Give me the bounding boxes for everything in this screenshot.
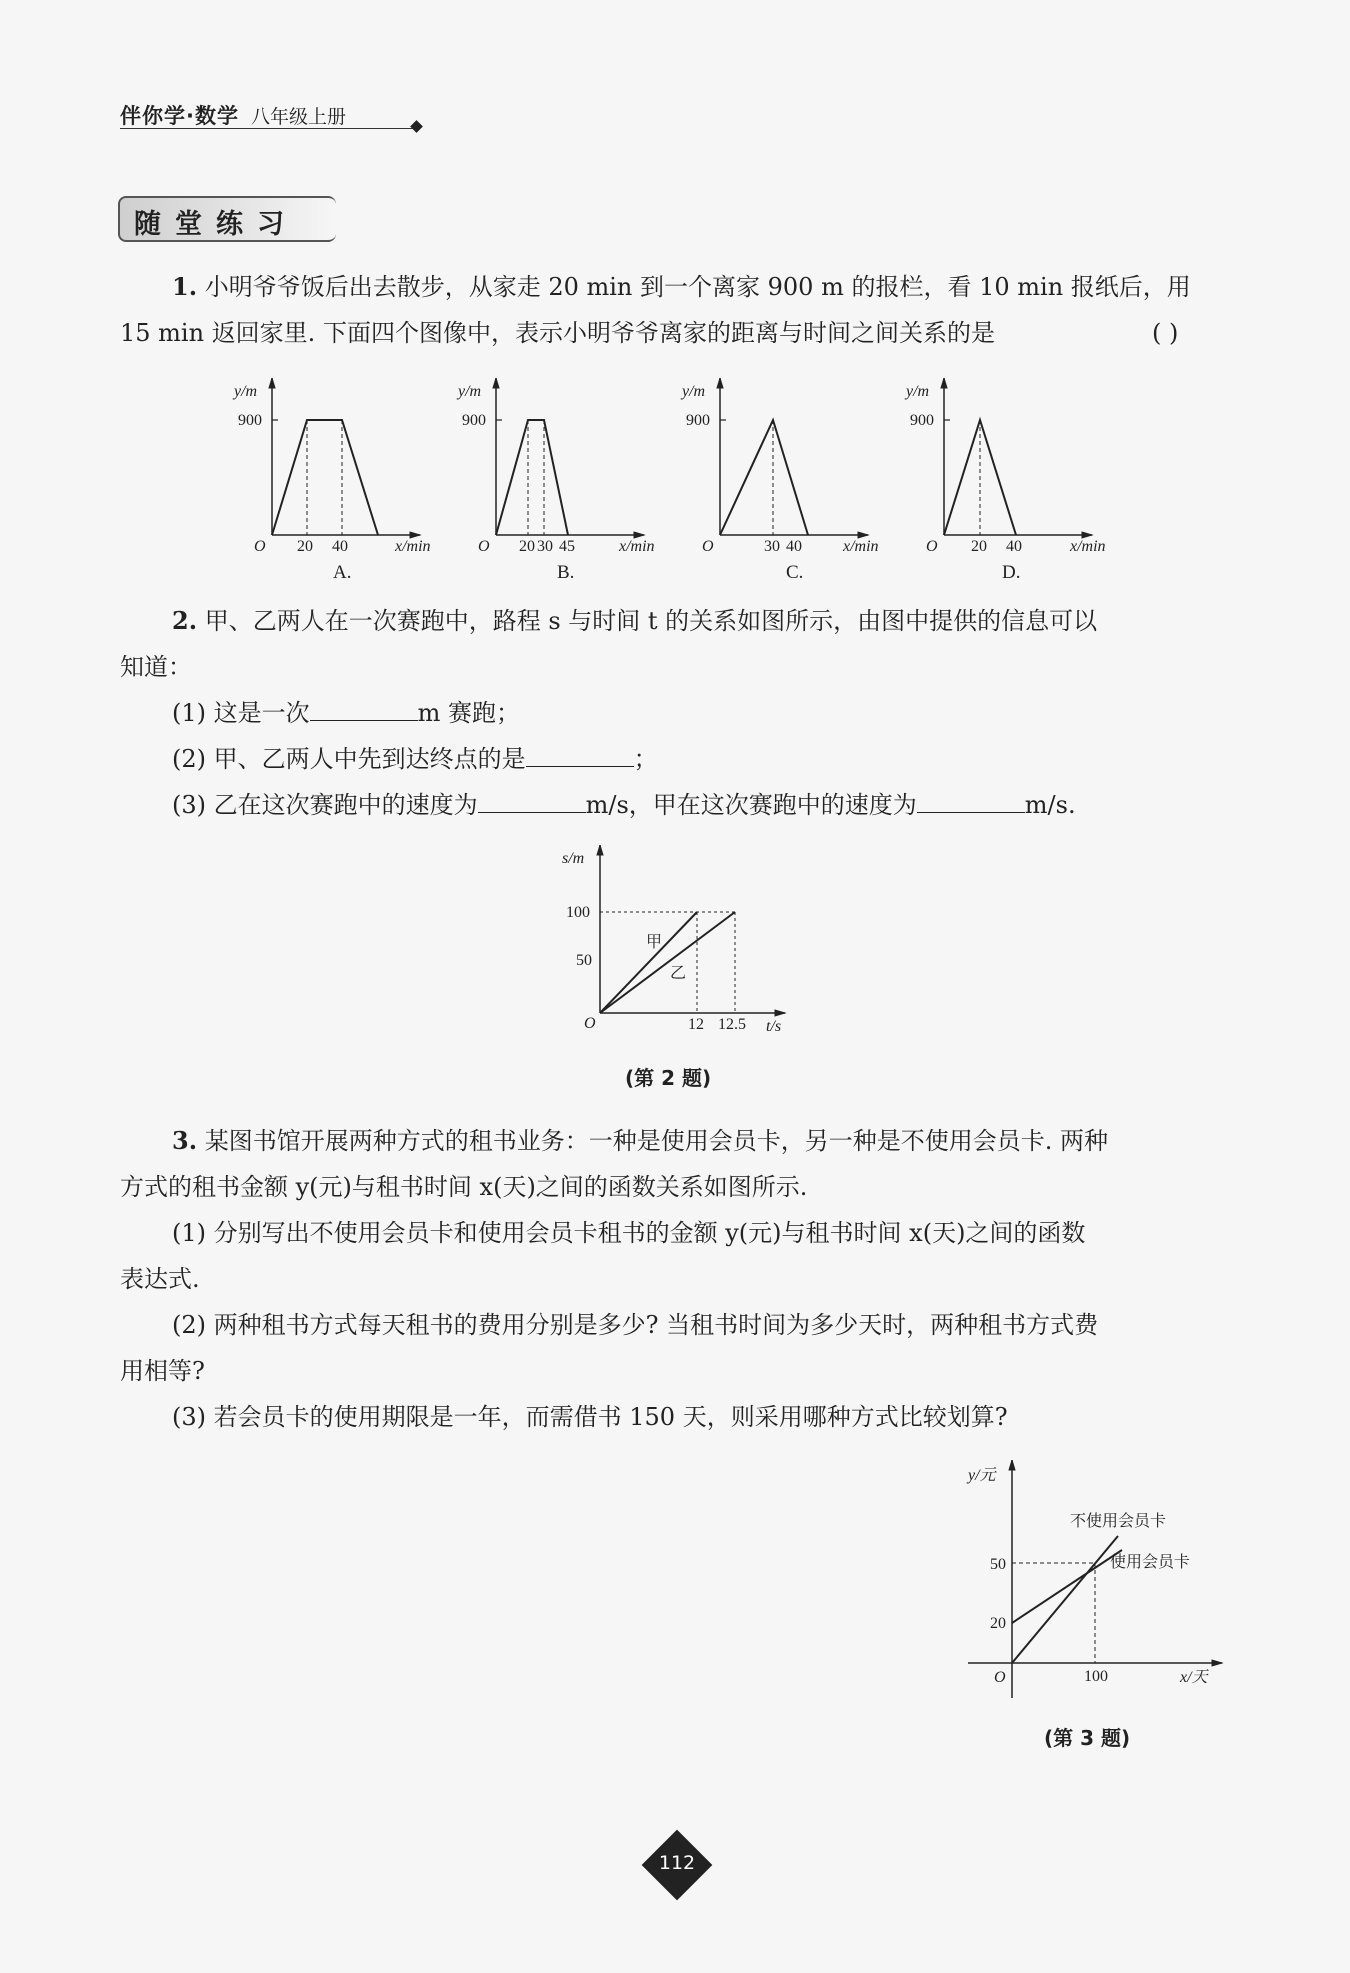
option-label: A. [333,562,352,583]
q2-sub2 [172,736,658,782]
option-label: B. [557,562,575,583]
option-label: D. [1002,562,1021,583]
x-label: x/天 [1180,1669,1208,1686]
x-tick: 12 [688,1016,704,1033]
q1-graph-c [668,378,898,588]
x-label: x/min [843,538,879,555]
x-tick: 30 [537,538,553,555]
q2-text1: 甲、乙两人在一次赛跑中，路程 s 与时间 t 的关系如图所示，由图中提供的信息可以 [204,607,1098,635]
q3-sub3: (3) 若会员卡的使用期限是一年，而需借书 150 天，则采用哪种方式比较划算? [172,1403,1008,1431]
header-diamond-icon [410,120,423,133]
x-tick: 20 [519,538,535,555]
q3-sub1-cont: 表达式. [120,1265,200,1293]
q2-caption: (第 2 题) [625,1066,712,1090]
q3-number: 3. [172,1126,198,1155]
origin-label: O [926,538,938,555]
q2-sub1 [172,690,520,736]
origin-label: O [254,538,266,555]
origin-label: O [478,538,490,555]
series-line-yi [600,912,735,1013]
x-tick: 40 [332,538,348,555]
q3-line1 [172,1118,1108,1164]
x-tick: 30 [764,538,780,555]
q1-graph-b [444,378,674,588]
q2-sub3-text: (3) 乙在这次赛跑中的速度为 [172,791,478,819]
q2-sub3-tail: m/s. [1024,791,1076,819]
option-label: C. [786,562,804,583]
section-badge [118,196,336,242]
x-label: x/min [395,538,431,555]
y-tick: 900 [686,412,710,429]
y-tick: 900 [462,412,486,429]
header-rule [120,128,416,129]
x-tick: 40 [786,538,802,555]
q2-sub3-mid: m/s，甲在这次赛跑中的速度为 [585,791,917,819]
answer-blank[interactable] [526,742,634,767]
q3-sub2-cont: 用相等? [120,1357,205,1385]
answer-blank[interactable] [478,788,586,813]
answer-blank[interactable] [310,696,418,721]
y-tick: 900 [238,412,262,429]
y-tick: 50 [576,952,592,969]
y-label: y/元 [968,1467,996,1484]
series-label-card: 使用会员卡 [1110,1554,1191,1571]
x-tick: 20 [971,538,987,555]
x-label: x/min [1070,538,1106,555]
x-tick: 45 [559,538,575,555]
section-title: 随堂练习 [134,209,298,240]
book-title: 伴你学·数学 [120,104,239,128]
y-label: y/m [682,383,706,400]
q3-text1: 某图书馆开展两种方式的租书业务：一种是使用会员卡，另一种是不使用会员卡. 两种 [204,1127,1108,1155]
x-arrow-icon [775,1010,785,1016]
x-arrow-icon [1212,1660,1222,1666]
q1-answer-paren: ( ) [1152,319,1179,347]
x-tick: 100 [1084,1668,1108,1685]
q2-line2: 知道： [120,653,192,681]
q1-text1: 小明爷爷饭后出去散步，从家走 20 min 到一个离家 900 m 的报栏，看 10 min 报纸后，用 [204,273,1191,301]
y-tick: 900 [910,412,934,429]
y-tick: 50 [990,1556,1006,1573]
q2-sub1-tail: m 赛跑； [417,699,521,727]
q3-sub2: (2) 两种租书方式每天租书的费用分别是多少? 当租书时间为多少天时，两种租书方式费 [172,1311,1099,1339]
q2-sub1-text: (1) 这是一次 [172,699,310,727]
series-label-no-card: 不使用会员卡 [1070,1513,1167,1530]
origin-label: O [584,1015,596,1032]
y-arrow-icon [1009,1460,1015,1470]
trend-line [272,420,378,535]
series-line-jia [600,912,697,1013]
q3-sub1: (1) 分别写出不使用会员卡和使用会员卡租书的金额 y(元)与租书时间 x(天)之间的函数 [172,1219,1086,1247]
y-arrow-icon [717,378,723,388]
y-label: y/m [234,383,258,400]
x-tick: 20 [297,538,313,555]
y-arrow-icon [941,378,947,388]
y-label: y/m [458,383,482,400]
q2-number: 2. [172,606,198,635]
book-subtitle: 八年级上册 [250,106,346,128]
y-arrow-icon [269,378,275,388]
trend-line [720,420,808,535]
q2-sub3 [172,782,1076,828]
answer-blank[interactable] [917,788,1025,813]
q2-sub2-tail: ； [633,745,658,773]
series-line-card [1012,1550,1122,1623]
q1-graph-a [220,378,440,588]
x-label: x/min [619,538,655,555]
q3-graph [960,1460,1230,1710]
y-arrow-icon [493,378,499,388]
trend-line [496,420,568,535]
q3-caption: (第 3 题) [1044,1726,1131,1750]
q1-graph-d [892,378,1132,588]
q2-line1 [172,598,1097,644]
x-tick: 40 [1006,538,1022,555]
series-label-yi: 乙 [670,965,687,982]
origin-label: O [702,538,714,555]
y-arrow-icon [597,845,603,855]
q1-line1 [172,264,1191,310]
y-tick: 20 [990,1615,1006,1632]
q3-line2: 方式的租书金额 y(元)与租书时间 x(天)之间的函数关系如图所示. [120,1173,808,1201]
series-line-no-card [1012,1536,1118,1663]
q1-line2: 15 min 返回家里. 下面四个图像中，表示小明爷爷离家的距离与时间之间关系的是 [120,319,995,347]
page-number: 112 [658,1852,696,1874]
q1-number: 1. [172,272,198,301]
y-tick: 100 [566,904,590,921]
q2-sub2-text: (2) 甲、乙两人中先到达终点的是 [172,745,526,773]
y-label: y/m [906,383,930,400]
y-label: s/m [562,850,585,867]
series-label-jia: 甲 [646,934,663,951]
x-label: t/s [766,1018,782,1035]
q2-graph [560,845,800,1040]
book-header [120,100,346,130]
origin-label: O [994,1669,1006,1686]
x-tick: 12.5 [718,1016,746,1033]
